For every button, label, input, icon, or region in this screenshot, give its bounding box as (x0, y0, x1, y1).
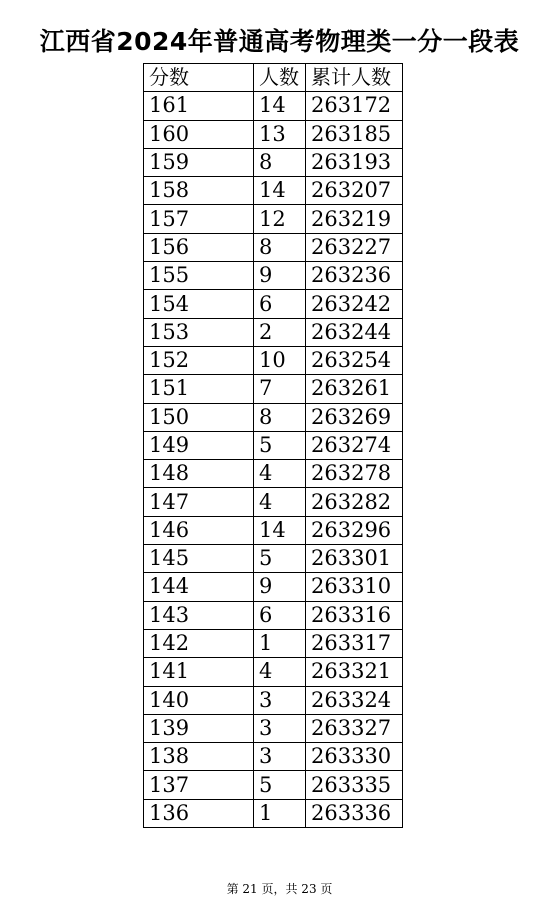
cumulative-cell: 263335 (306, 771, 403, 799)
score-cell: 138 (144, 743, 254, 771)
table-row (144, 403, 403, 431)
table-row (144, 148, 403, 176)
score-cell: 155 (144, 262, 254, 290)
table-row (144, 545, 403, 573)
table-row (144, 92, 403, 120)
cumulative-cell: 263185 (306, 120, 403, 148)
table-row (144, 290, 403, 318)
table-row (144, 658, 403, 686)
score-cell: 150 (144, 403, 254, 431)
table-row (144, 431, 403, 459)
score-cell: 149 (144, 431, 254, 459)
count-cell: 1 (254, 799, 306, 827)
cumulative-cell: 263278 (306, 460, 403, 488)
page-footer: 第 21 页，共 23 页 (226, 882, 333, 896)
count-cell: 5 (254, 771, 306, 799)
cumulative-cell: 263282 (306, 488, 403, 516)
count-cell: 7 (254, 375, 306, 403)
header-score: 分数 (144, 64, 254, 92)
score-cell: 139 (144, 714, 254, 742)
score-cell: 137 (144, 771, 254, 799)
cumulative-cell: 263274 (306, 431, 403, 459)
table-row (144, 460, 403, 488)
count-cell: 8 (254, 233, 306, 261)
table-row (144, 488, 403, 516)
cumulative-cell: 263310 (306, 573, 403, 601)
score-cell: 144 (144, 573, 254, 601)
score-cell: 153 (144, 318, 254, 346)
count-cell: 4 (254, 460, 306, 488)
score-cell: 160 (144, 120, 254, 148)
cumulative-cell: 263316 (306, 601, 403, 629)
count-cell: 9 (254, 262, 306, 290)
cumulative-cell: 263254 (306, 346, 403, 374)
count-cell: 3 (254, 714, 306, 742)
count-cell: 14 (254, 516, 306, 544)
count-cell: 3 (254, 686, 306, 714)
table-row (144, 799, 403, 827)
score-distribution-table (143, 63, 403, 828)
score-cell: 157 (144, 205, 254, 233)
table-row (144, 177, 403, 205)
table-row (144, 573, 403, 601)
table-row (144, 120, 403, 148)
cumulative-cell: 263296 (306, 516, 403, 544)
score-cell: 151 (144, 375, 254, 403)
cumulative-cell: 263172 (306, 92, 403, 120)
score-cell: 145 (144, 545, 254, 573)
count-cell: 13 (254, 120, 306, 148)
cumulative-cell: 263261 (306, 375, 403, 403)
table-row (144, 601, 403, 629)
score-cell: 158 (144, 177, 254, 205)
count-cell: 2 (254, 318, 306, 346)
cumulative-cell: 263242 (306, 290, 403, 318)
count-cell: 4 (254, 488, 306, 516)
cumulative-cell: 263219 (306, 205, 403, 233)
cumulative-cell: 263317 (306, 629, 403, 657)
header-count: 人数 (254, 64, 306, 92)
score-cell: 136 (144, 799, 254, 827)
score-cell: 146 (144, 516, 254, 544)
count-cell: 3 (254, 743, 306, 771)
cumulative-cell: 263301 (306, 545, 403, 573)
table-row (144, 629, 403, 657)
count-cell: 9 (254, 573, 306, 601)
cumulative-cell: 263324 (306, 686, 403, 714)
page-title: 江西省2024年普通高考物理类一分一段表 (39, 27, 520, 56)
count-cell: 1 (254, 629, 306, 657)
table-row (144, 318, 403, 346)
score-cell: 148 (144, 460, 254, 488)
count-cell: 6 (254, 290, 306, 318)
count-cell: 4 (254, 658, 306, 686)
score-cell: 161 (144, 92, 254, 120)
count-cell: 8 (254, 148, 306, 176)
table-row (144, 743, 403, 771)
cumulative-cell: 263244 (306, 318, 403, 346)
table-row (144, 771, 403, 799)
table-row (144, 205, 403, 233)
count-cell: 5 (254, 545, 306, 573)
score-cell: 147 (144, 488, 254, 516)
cumulative-cell: 263336 (306, 799, 403, 827)
score-cell: 141 (144, 658, 254, 686)
count-cell: 5 (254, 431, 306, 459)
score-cell: 143 (144, 601, 254, 629)
score-cell: 156 (144, 233, 254, 261)
table-row (144, 346, 403, 374)
cumulative-cell: 263327 (306, 714, 403, 742)
table-row (144, 233, 403, 261)
table-row (144, 686, 403, 714)
score-cell: 152 (144, 346, 254, 374)
count-cell: 8 (254, 403, 306, 431)
table-row (144, 516, 403, 544)
count-cell: 6 (254, 601, 306, 629)
cumulative-cell: 263269 (306, 403, 403, 431)
header-cumulative: 累计人数 (306, 64, 403, 92)
cumulative-cell: 263207 (306, 177, 403, 205)
count-cell: 10 (254, 346, 306, 374)
score-cell: 142 (144, 629, 254, 657)
cumulative-cell: 263321 (306, 658, 403, 686)
cumulative-cell: 263236 (306, 262, 403, 290)
count-cell: 12 (254, 205, 306, 233)
cumulative-cell: 263193 (306, 148, 403, 176)
count-cell: 14 (254, 177, 306, 205)
cumulative-cell: 263227 (306, 233, 403, 261)
score-cell: 140 (144, 686, 254, 714)
count-cell: 14 (254, 92, 306, 120)
table-row (144, 262, 403, 290)
score-cell: 154 (144, 290, 254, 318)
table-row (144, 375, 403, 403)
cumulative-cell: 263330 (306, 743, 403, 771)
table-header-row (144, 64, 403, 92)
score-cell: 159 (144, 148, 254, 176)
table-row (144, 714, 403, 742)
